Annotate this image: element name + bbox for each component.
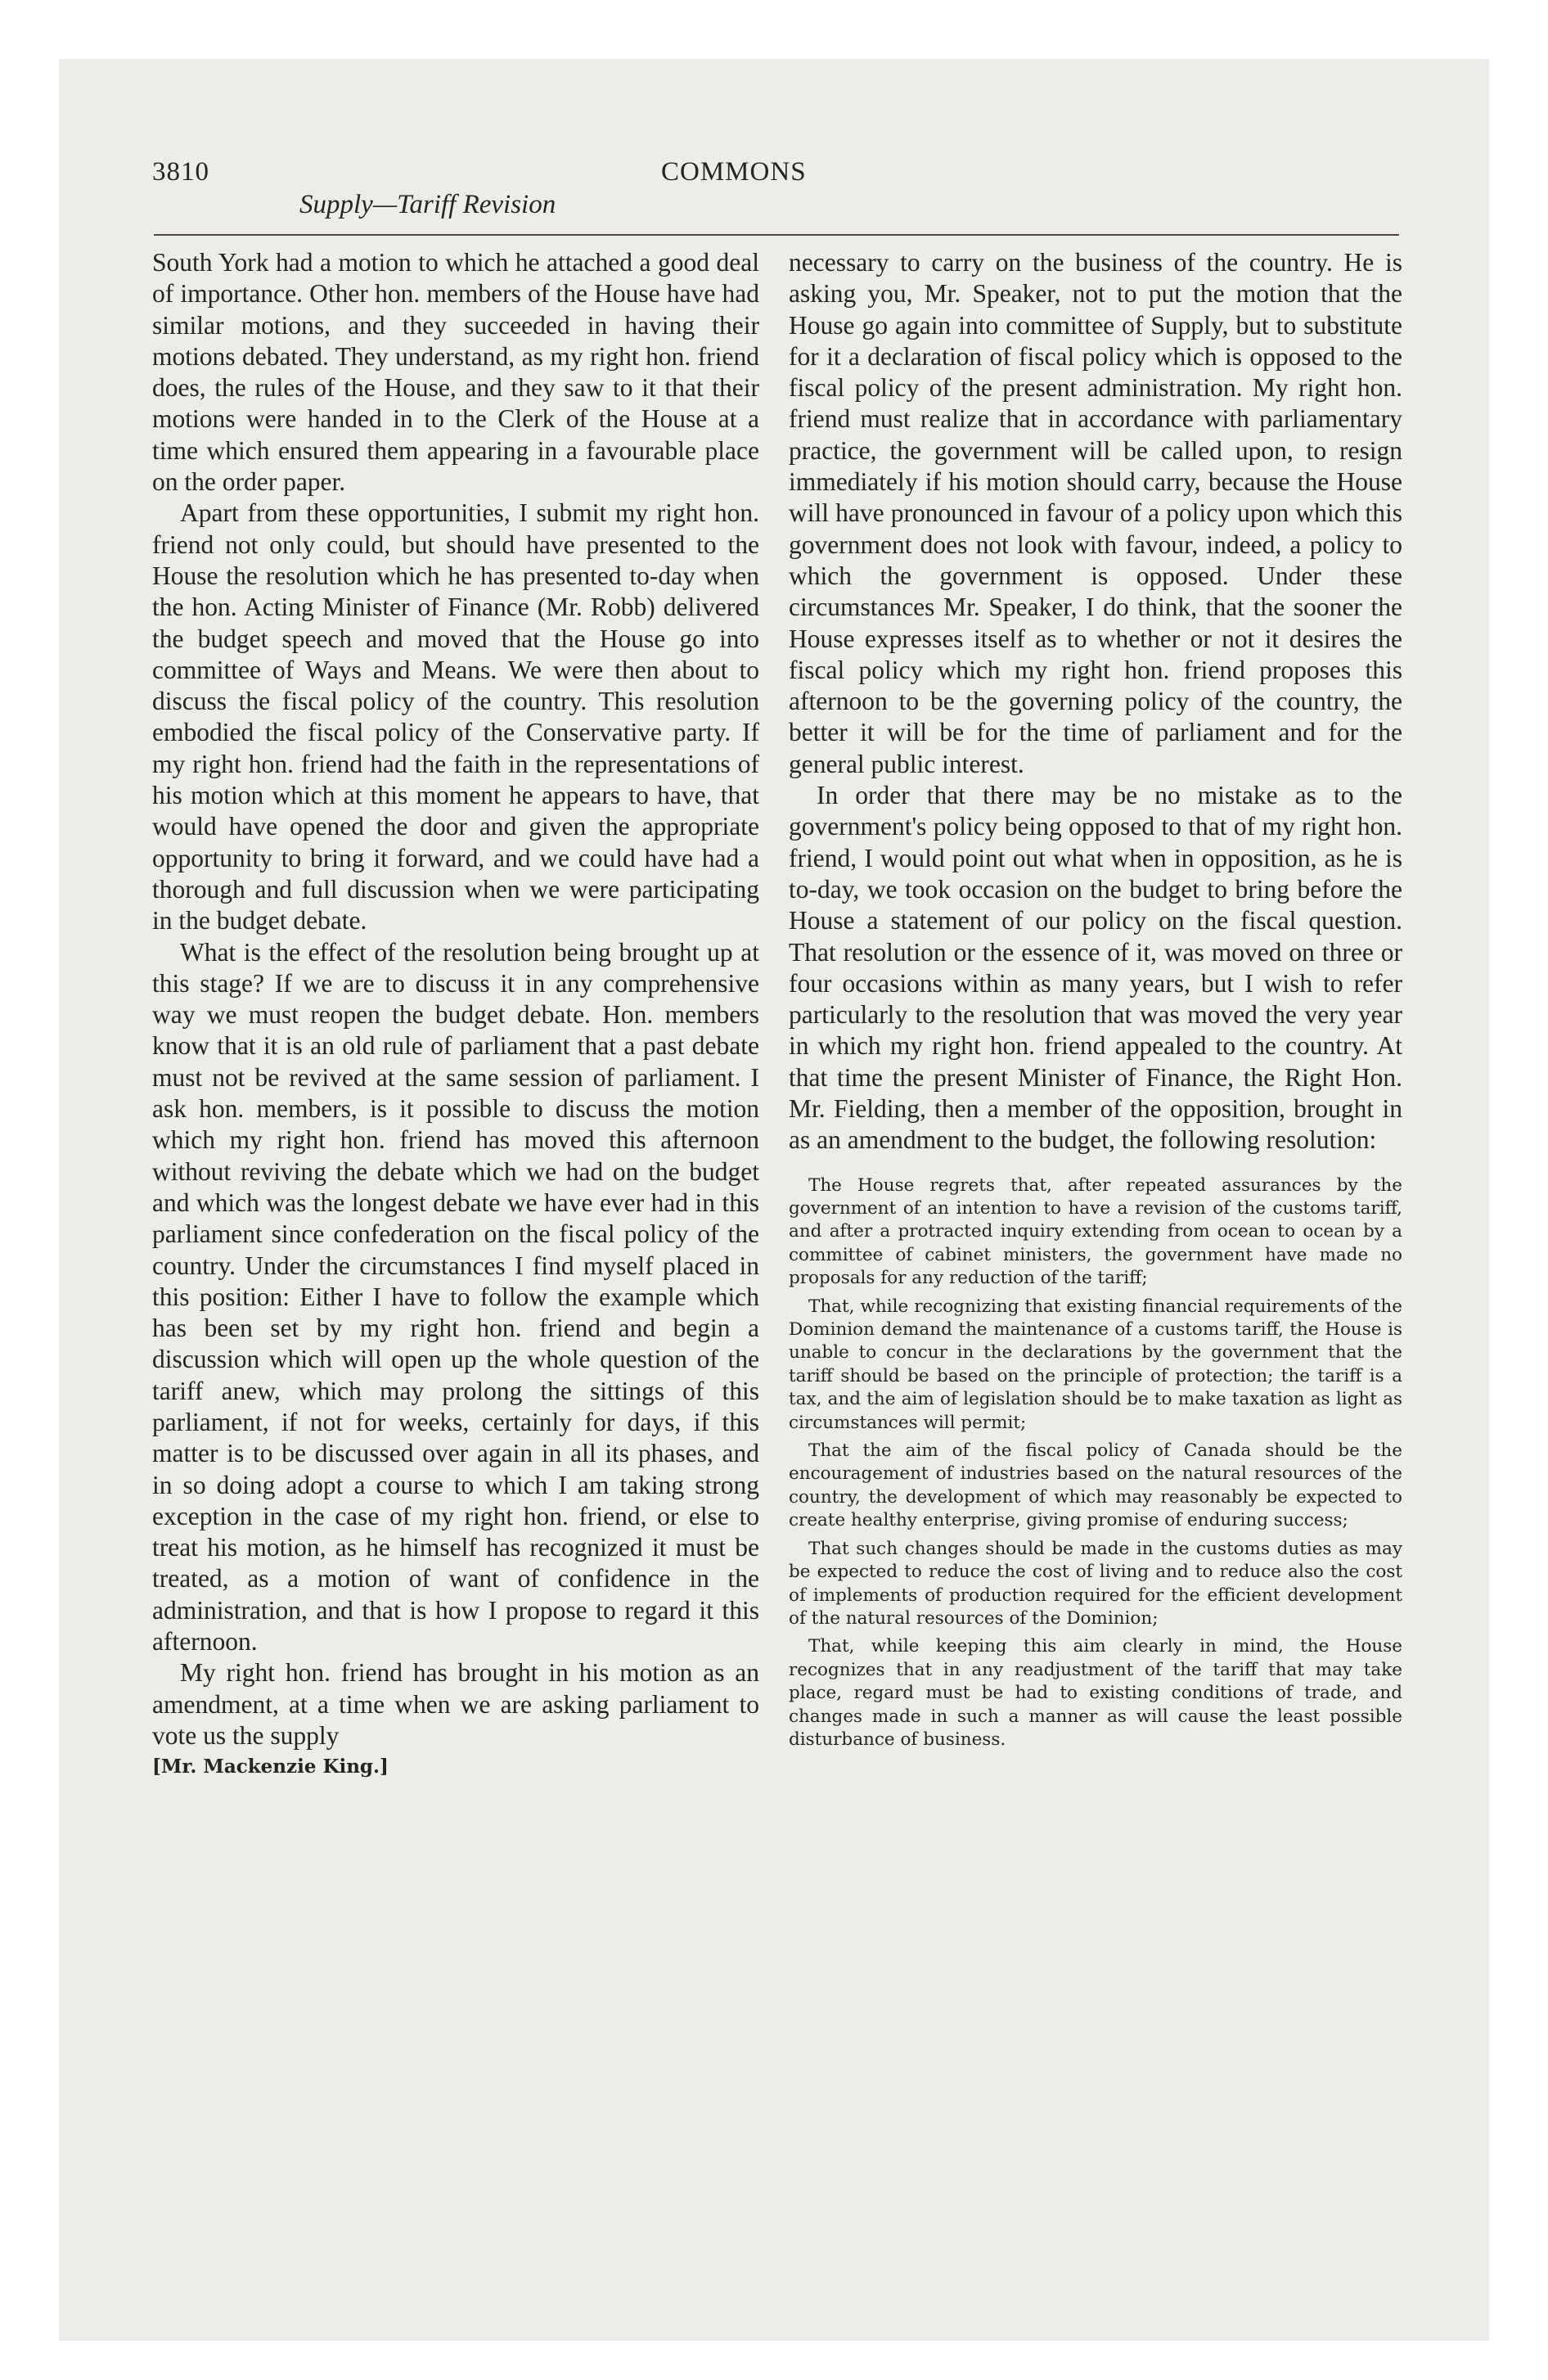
speaker-attribution: [Mr. Mackenzie King.] xyxy=(152,1756,389,1778)
paragraph: necessary to carry on the business of the country. He is asking you, Mr. Speaker, not to put the motion that the House go again into committee of Supply, but to substitute for it a declaration of fiscal policy which is opposed to the fiscal policy of the present administration. My right hon. friend must realize that in accordance with parliamentary practice, the government will be called upon, to resign immediately if his motion should carry, because the House will have pronounced in favour of a policy upon which this government does not look with favour, indeed, a policy to which the government is opposed. Under these circumstances Mr. Speaker, I do think, that the sooner the House expresses itself as to whether or not it desires the fiscal policy which my right hon. friend proposes this afternoon to be the governing policy of the country, the better it will be for the time of parliament and for the general public interest. xyxy=(789,248,1402,778)
quoted-resolution xyxy=(789,1174,1402,1752)
resolution-clause: That such changes should be made in the customs duties as may be expected to reduce the cost of living and to reduce also the cost of implements of production required for the efficient development of the natural resources of the Dominion; xyxy=(789,1538,1402,1629)
resolution-clause: That, while keeping this aim clearly in mind, the House recognizes that in any readjustment of the tariff that may take place, regard must be had to existing conditions of trade, and changes made in such a manner as will cause the least possible disturbance of business. xyxy=(789,1636,1402,1750)
paragraph: What is the effect of the resolution being brought up at this stage? If we are to discuss it in any comprehensive way we must reopen the budget debate. Hon. members know that it is an old rule of parliament that a past debate must not be revived at the same session of parliament. I ask hon. members, is it possible to discuss the motion which my right hon. friend has moved this afternoon without reviving the debate which we had on the budget and which was the longest debate we have ever had in this parliament since confederation on the fiscal policy of the country. Under the circumstances I find myself placed in this position: Either I have to follow the example which has been set by my right hon. friend and begin a discussion which will open up the whole question of the tariff anew, which may prolong the sittings of this parliament, if not for weeks, certainly for days, if this matter is to be discussed over again in all its phases, and in so doing adopt a course to which I am taking strong exception in the case of my right hon. friend, or else to treat his motion, as he himself has recognized it must be treated, as a motion of want of confidence in the administration, and that is how I propose to regard it this afternoon. xyxy=(152,937,759,1657)
right-column xyxy=(789,247,1402,1756)
paragraph: Apart from these opportunities, I submit my right hon. friend not only could, but should have presented to the House the resolution which he has presented to-day when the hon. Acting Minister of Finance (Mr. Robb) delivered the budget speech and moved that the House go into committee of Ways and Means. We were then about to discuss the fiscal policy of the country. This resolution embodied the fiscal policy of the Conservative party. If my right hon. friend had the faith in the representations of his motion which at this moment he appears to have, that would have opened the door and given the appropriate opportunity to bring it forward, and we could have had a thorough and full discussion when we were participating in the budget debate. xyxy=(152,498,759,935)
left-column xyxy=(152,247,759,1783)
paragraph: My right hon. friend has brought in his motion as an amendment, at a time when we are asking parliament to vote us the supply xyxy=(152,1658,759,1750)
page-header xyxy=(152,157,1401,232)
paragraph: South York had a motion to which he attached a good deal of importance. Other hon. members of the House have had similar motions, and they succeeded in having their motions debated. They understand, as my right hon. friend does, the rules of the House, and they saw to it that their motions were handed in to the Clerk of the House at a time which ensured them appearing in a favourable place on the order paper. xyxy=(152,248,759,497)
running-head: Supply—Tariff Revision xyxy=(299,190,556,219)
section-title: COMMONS xyxy=(661,157,807,187)
resolution-clause: The House regrets that, after repeated assurances by the government of an intention to have a revision of the customs tariff, and after a protracted inquiry extending from ocean to ocean by a committee of cabinet ministers, the government have made no proposals for any reduction of the tariff; xyxy=(789,1174,1402,1289)
resolution-clause: That, while recognizing that existing financial requirements of the Dominion demand the maintenance of a customs tariff, the House is unable to concur in the declarations by the government that the tariff should be based on the principle of protection; the tariff is a tax, and the aim of legislation should be to make taxation as light as circumstances will permit; xyxy=(789,1296,1402,1433)
header-rule xyxy=(154,234,1399,236)
resolution-clause: That the aim of the fiscal policy of Canada should be the encouragement of industries based on the natural resources of the country, the development of which may reasonably be expected to create healthy enterprise, giving promise of enduring success; xyxy=(789,1440,1402,1531)
paragraph: In order that there may be no mistake as to the government's policy being opposed to that of my right hon. friend, I would point out what when in opposition, as he is to-day, we took occasion on the budget to bring before the House a statement of our policy on the fiscal question. That resolution or the essence of it, was moved on three or four occasions within as many years, but I wish to refer particularly to the resolution that was moved the very year in which my right hon. friend appealed to the country. At that time the present Minister of Finance, the Right Hon. Mr. Fielding, then a member of the opposition, brought in as an amendment to the budget, the following resolution: xyxy=(789,781,1402,1155)
page-number: 3810 xyxy=(152,157,209,187)
